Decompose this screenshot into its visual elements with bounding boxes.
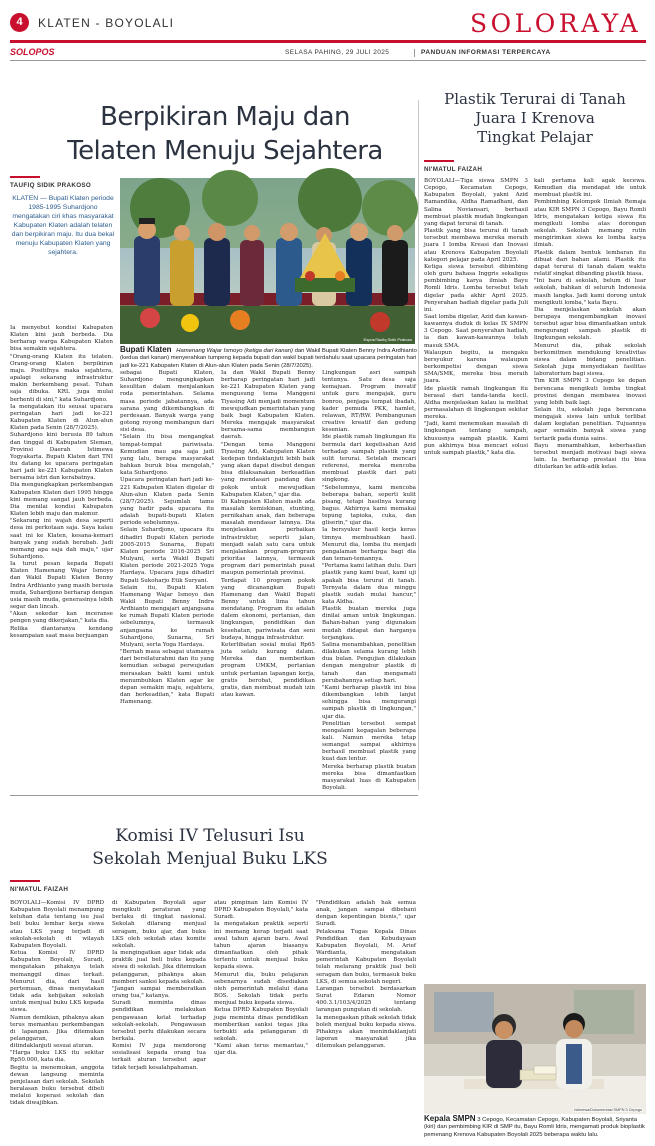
story3-col4: "Pendidikan adalah hak semua anak, jangan sampai dibebani dengan kepentingan bisnis," ujar Suradi. Pelaksana Tugas Kepala Dinas Pendidikan dan Kebudayaan Kabupaten Boyolali, M. Arief Wardianta, mengatakan pemerintah Kabupaten Boyolali telah melarang praktik jual beli seragam dan buku, termasuk buku LKS, di semua sekolah negeri. Larangan tersebut berdasarkan Surat Edaran Nomor 400.3.1/103/4/2025 tentang larangan pungutan di sekolah. Ia menegaskan pihak sekolah tidak boleh menjual buku kepada siswa. Pihaknya akan menindaklanjuti laporan masyarakat jika ditemukan pelanggaran. [316, 900, 417, 1050]
story1-title-line1: Berpikiran Maju dan [100, 102, 350, 132]
story1-summary: KLATEN — Bupati Klaten periode 1985-1995 Suhardjono mengatakan ciri khas masyarakat Kabupaten Klaten adalah telaten dan berpikiran maju. Itu dua bekal menuju Kabupaten Klaten yang sejahtera. [11, 195, 115, 256]
story2-col2: Lingkungan asri sampah tentunya. Satu desa saja kemajuan. Program inovatif untuk guru mengajak, guru bonroo, penjaga tempat ibadah, kader pemuda PKK, hamlet, relawan, RT/RW. Pembangunan creative kreatif dan gedung kesenian. Ide plastik ramah lingkungan itu bermula dari kegelisahan Azid terhadap sampah plastik yang sulit terurai. Setelah mencari referensi, mereka mencoba membuat plastik dari pati singkong. "Sebelumnya, kami mencoba beberapa bahan, seperti kulit pisang, tetapi hasilnya kurang bagus. Akhirnya kami memakai tepung tapioka, cuka, dan gliserin," ujar dia. Ia bersyukur hasil kerja keras timnya membuahkan hasil. Menurut dia, lomba itu menjadi pengalaman berharga bagi dia dan teman-temannya. "Pertama kami latihan dulu. Dari plastik yang kami buat, kami uji apakah bisa terurai di tanah. Ternyata dalam dua minggu plastik sudah mulai hancur," kata Aldha. Plastik buatan mereka juga dinilai aman untuk lingkungan. Bahan-bahan yang digunakan mudah didapat dan harganya terjangkau. Salina menambahkan, penelitian dilakukan selama kurang lebih dua bulan. Pengujian dilakukan dengan mengubur plastik di tanah dan mengamati perubahannya setiap hari. "Kami berharap plastik ini bisa dikembangkan lebih lanjut sehingga bisa mengurangi sampah plastik di lingkungan," ujar dia. Penelitian tersebut sempat mengalami kegagalan beberapa kali. Namun mereka tetap semangat sampai akhirnya berhasil membuat plastik yang kuat dan lentur. Mereka berharap plastik buatan mereka bisa dimanfaatkan masyarakat luas di Kabupaten Boyolali. [322, 370, 416, 792]
story2-photo-caption [424, 1115, 646, 1139]
story3-accent [10, 880, 40, 882]
caption-italic: Hamenang Wajar Ismoyo (ketiga dari kanan) [176, 348, 293, 354]
story2-title-line3: Tingkat Pelajar [477, 128, 593, 146]
story3-title-line1: Komisi IV Telusuri Isu [115, 826, 305, 846]
date-line: SELASA PAHING, 29 JULI 2025 [285, 49, 390, 56]
solopos-logo: SOLOPOS [10, 47, 55, 57]
story2-photo-credit: Istimewa/Dokumentasi SMPN 3 Cepogo [574, 1108, 642, 1112]
story2-title-line2: Juara I Krenova [475, 109, 595, 127]
story2-title-line1: Plastik Terurai di Tanah [444, 90, 626, 108]
story1-photo [120, 178, 415, 344]
photo2-caption-lead: Kepala SMPN [424, 1114, 476, 1123]
story1-photo-credit: Espos/Taufiq Sidik Prakoso [363, 337, 412, 342]
photo2-caption-rest: 3 Cepogo, Kecamatan Cepogo, Kabupaten Boyolali, Sriyanta (kiri) dan pembimbing KIR di SMP itu, Bayu Romli Idris, mengamati produk bioplastik pemenang Krenova Kabupaten Boyolali 2025 beberapa waktu lalu. [424, 1117, 645, 1138]
story1-col3: Ia dan Wakil Bupati Benny berharap peringatan hari jadi ke-221 Kabupaten Klaten yang mengusung tema Manggeni Tiyasing Adi menjadi momentum mewujudkan pemerintahan yang baik bagi Kabupaten Klaten. Mereka mengajak masyarakat bersama-sama membangun daerah. "Dengan tema Manggeni Tiyasing Adi, Kabupaten Klaten kedepan tindaklanjuti lebih baik yang akan dapat disebut dengan bisa dilaksanakan berkeadilan yang mendasari pandang dan pokok untuk mewujudkan Kabupaten Klaten," ujar dia. Di Kabupaten Klaten masih ada masalah kemiskinan, stunting, pernikahan anak, dan beberapa masalah mendasar lainnya. Dia menjelaskan perbaikan infrastruktur, seperti jalan, menjadi salah satu cara untuk menjalankan program-program prioritas lainnya, termasuk program dari pemerintah pusat maupun pemerintah provinsi. Terdapat 10 program pokok yang dicanangkan Bupati Hamenang dan Wakil Bupati Benny untuk lima tahun mendatang. Program itu adalah dalem ekonomi, pertanian, dan lingkungan, pendidikan dan kesehatan, pariwisata dan seni budaya, hingga infrastruktur. Keterlibatan sosial mulai Rp65 juta selalu kurang dalam. Mereka dan memberikan program UMKM, pertanian untuk pertanian lapangan kerja, gratis berobat, pendidikan gratis, dan membuat mudah izin atau kawan. [221, 370, 315, 699]
header-rule [10, 40, 646, 43]
story2-col3: kali pertama kali agak kecewa. Kemudian dia mendapat ide untuk membuat plastik ini. Pembimbing Kelompok Ilmiah Remaja atau KIR SMPN 3 Cepogo, Bayu Romli Idris, mengatakan ketiga siswa itu mengikuti lomba atas dorongan sekolah. Sekolah memang rutin mengirimkan siswa ke lomba karya ilmiah. Plastik dalam bentuk lembaran itu dibuat dari bahan alami. Plastik itu dapat terurai di tanah dalam waktu relatif singkat dibanding plastik biasa. "Ini baru di sekolah, belum di luar sekolah, bahkan di seluruh Indonesia masih langka. Jadi kami dorong untuk mengikuti lomba," kata Bayu. Dia menjelaskan sekolah akan berupaya mengembangkan inovasi tersebut agar bisa dimanfaatkan untuk mengurangi sampah plastik di lingkungan sekolah. Menurut dia, pihak sekolah berkomitmen mendukung kreativitas siswa dalam bidang penelitian. Sekolah juga menyediakan fasilitas laboratorium bagi siswa. Tim KIR SMPN 3 Cepogo ke depan berencana mengikuti lomba tingkat provinsi dengan membawa inovasi yang lebih baik lagi. Selain itu, sekolah juga berencana mengajak siswa lain untuk terlibat dalam kegiatan penelitian. Tujuannya agar semakin banyak siswa yang tertarik pada dunia sains. Bayu menambahkan, keberhasilan tersebut menjadi motivasi bagi siswa lain. Ia berharap prestasi itu bisa ditularkan ke adik-adik kelas. [534, 178, 646, 471]
story1-title [40, 100, 410, 168]
masthead: SOLORAYA [470, 9, 642, 38]
story1-accent [10, 176, 40, 178]
story1-col2: sebagai Bupati Klaten, Suhardjono mengungkapkan kesulitan dalam menjalankan roda pemerintahan. Selama masa periode jabatannya, ada sarana yang dikembangkan di perdesaan. Banyak warga yang gotong royong membangun dari sisi desa. "Selain itu bisa mengangkat tempat-tempat pariwisata. Kemudian mau apa saja jadi yang lalu, berapa masyarakat bahkan buruk bisa mengolah," kata Suhardjono. Upacara peringatan hari jadi ke-221 Kabupaten Klaten digelar di Alun-alun Klaten pada Senin (28/7/2025). Sejumlah tamu yang hadir pada upacara itu adalah bupati-bupati Klaten periode sebelumnya. Selain Suhardjono, upacara itu dihadiri Bupati Klaten periode 2005-2015 Sunarna, Bupati Klaten periode 2016-2025 Sri Mulyani, serta Wakil Bupati Klaten periode 2021-2025 Yoga Hardaya. Upacara juga dihadiri Bupati Sukoharjo Etik Suryani. Selain itu, Bupati Klaten Hamenang Wajar Ismoyo dan Wakil Bupati Benny Indra Ardhianto mengajari anjangsana ke rumah Bupati Klaten periode sebelumnya, termasuk anjangsana ke rumah Suhardjono, Sunarna, Sri Mulyani, serta Yoga Hardaya. "Bernah masa sebagai utamanya dari bersilaturahmi dan itu yang kemudian sebagai perwujudan merasakan bakti kami untuk menumbuhkan Klaten agar ke depan semakin maju, sejahtera, dan berkeadilan," kata Bupati Hamenang. [120, 370, 214, 706]
story2-accent [424, 160, 454, 162]
tagline: PANDUAN INFORMASI TERPERCAYA [421, 49, 551, 56]
story-divider [10, 795, 418, 796]
story3-col1: BOYOLALI—Komisi IV DPRD Kabupaten Boyolali menampung keluhan data tentang isu jual beli buku lembar kerja siswa atau LKS yang terjadi di sekolah-sekolah di wilayah Kabupaten Boyolali. Ketua Komisi IV DPRD Kabupaten Boyolali, Suradi, mengatakan pihaknya telah memanggil dinas terkait. Menurut dia, dari hasil pertemuan, dinas menyatakan tidak ada kebijakan sekolah untuk menjual buku LKS kepada siswa. Namun demikian, pihaknya akan terus memantau perkembangan di lapangan. Jika ditemukan pelanggaran, akan ditindaklanjuti sesuai aturan. "Harga buku LKS itu sekitar Rp50.000, kata dia. Begitu ia menemukan, anggota dewan langsung meminta penjelasan dari sekolah. Sekolah beralasan buku tersebut dibeli melalui koperasi sekolah dan tidak diwajibkan. [10, 900, 104, 1107]
story3-title [40, 825, 380, 871]
story2-photo [424, 984, 646, 1114]
caption-rest: dan Wakil Bupati Klaten Benny Indra Ardhianto (kedua dari kanan) menyerahkan tumpeng kepada bupati dan wakil bupati terdahulu saat upacara peringatan hari jadi ke-221 Kabupaten Klaten di Alun-alun Klaten pada Senin (28/7/2025). [120, 348, 417, 369]
story3-col2: di Kabupaten Boyolali agar mengikuti peraturan yang berlaku di tingkat nasional. Sekolah dilarang menjual seragam, buku ajar, dan buku LKS oleh sekolah atau komite sekolah. Ia mengingatkan agar tidak ada praktik jual beli buku kepada siswa di sekolah. Jika ditemukan pelanggaran, pihaknya akan memberi sanksi kepada sekolah. "Jangan sampai memberatkan orang tua," katanya. Suradi meminta dinas pendidikan melakukan pengawasan ketat terhadap sekolah-sekolah. Pengawasan tersebut perlu dilakukan secara berkala. Komisi IV juga mendorong sosialisasi kepada orang tua terkait aturan tersebut agar tidak terjadi kesalahpahaman. [112, 900, 206, 1071]
section-label: KLATEN - BOYOLALI [38, 16, 175, 30]
caption-lead: Bupati Klaten [120, 345, 172, 354]
story1-caption [120, 346, 418, 370]
header-bottom-rule [10, 60, 646, 61]
divider [414, 49, 415, 57]
vrule-1 [418, 100, 419, 790]
page-number: 4 [16, 16, 23, 28]
story1-title-line2: Telaten Menuju Sejahtera [67, 136, 383, 166]
story3-col3: atau pimpinan lain Komisi IV DPRD Kabupaten Boyolali," kata Suradi. Ia mengatakan praktik seperti ini memang kerap terjadi saat awal tahun ajaran baru. Awal tahun ajaran biasanya dimanfaatkan oleh pihak tertentu untuk menjual buku kepada siswa. Menurut dia, buku pelajaran sebenarnya sudah disediakan oleh pemerintah melalui dana BOS. Sekolah tidak perlu menjual buku kepada siswa. Ketua DPRD Kabupaten Boyolali juga meminta dinas pendidikan memberikan sanksi tegas jika terbukti ada pelanggaran di sekolah. "Kami akan terus memantau," ujar dia. [214, 900, 308, 1057]
story2-author: NI'MATUL FAIZAH [424, 166, 483, 173]
story3-author: NI'MATUL FAIZAH [10, 886, 69, 893]
story2-title [424, 90, 646, 147]
story2-col1: BOYOLALI—Tiga siswa SMPN 3 Cepogo, Kecamatan Cepogo, Kabupaten Boyolali, yakni Azid Ramandika, Aldha Ramadhani, dan Salina Noviansari, berhasil membuat plastik mudah lingkungan yang dapat terurai di tanah. Plastik yang bisa terurai di tanah tersebut membawa mereka meraih juara I lomba Kreasi dan Inovasi atau Krenova Kabupaten Boyolali kategori pelajar pada April 2025. Ketiga siswa tersebut dibimbing oleh guru bahasa Inggris sekaligus pembimbing karya ilmiah Bayu Romli Idris. Lomba tersebut telah digelar pada akhir April 2025. Penyerahan hadiah digelar pada Juli ini. Saat lomba digelar, Azid dan kawan-kawannya duduk di kelas IX SMPN 3 Cepogo. Saat penyerahan hadiah, ia dan kawan-kawannya telah masuk SMA. Walaupun begitu, ia mengaku bersyukur karena walaupun berkompetisi dengan siswa SMA/SMK, mereka bisa meraih juara. Ide plastik ramah lingkungan itu berasal dari tanda-tanda kecil. Aldha menjelaskan kalau ia melihat permasalahan di lingkungan sekitar mereka. "Jadi, kami menemukan masalah di lingkungan tentang sampah, khususnya sampah plastik. Kami pun akhirnya bisa mencari solusi untuk sampah plastik," kata dia. [424, 178, 528, 456]
story1-col1: Ia menyebut kondisi Kabupaten Klaten kini jauh berbeda. Dia berharap warga Kabupaten Klaten bisa semakin sejahtera. "Orang-orang Klaten itu telaten. Orang-orang Klaten berpikiran maju. Positifnya maka sejahtera, apalagi sekarang infrastruktur makin berkembang pesat. Tuhan saja dibuka. KRL juga mulai berhenti di sini," kata Suhardjono. Ia mengatakan itu seusai upacara peringatan hari jadi ke-221 Kabupaten Klaten di Alun-alun Klaten pada Senin (28/7/2025). Suhardjono kini berusia 89 tahun dan tinggal di Kabupaten Sleman, Provinsi Daerah Istimewa Yogyakarta. Bupati Klaten dari TNI itu datang ke upacara peringatan hari jadi ke-221 Kabupaten Klaten bersama istri dan kerabatnya. Dia mengungkapkan perkembangan Kabupaten Klaten dari 1995 hingga kini memang sangat jauh berbeda. Dia menilai kondisi Kabupaten Klaten lebih maju dan makmur. "Sekarang ini wajah desa seperti desa ini perkotaan saja. Saya kalau saat ini ke Klaten, kesana-kemari banyak yang sudah berubah. Jadi memang apa saja dah maju," ujar Suhardjono. Ia turut pesan kepada Bupati Klaten Hamenang Wajar Ismoyo dan Wakil Bupati Klaten Benny Indra Ardhianto yang masih berusia muda, Suhardjono berharap dengan usia masih muda, generasinya lebih segar dan lincah. "Akan sekedar kan inceranse pengen yang dikerjakan," kata dia. Relika diantaranya kendang kesampaian saat masa berjuangan [10, 325, 113, 639]
story1-author: TAUFIQ SIDIK PRAKOSO [10, 182, 92, 189]
story3-title-line2: Sekolah Menjual Buku LKS [92, 849, 328, 869]
